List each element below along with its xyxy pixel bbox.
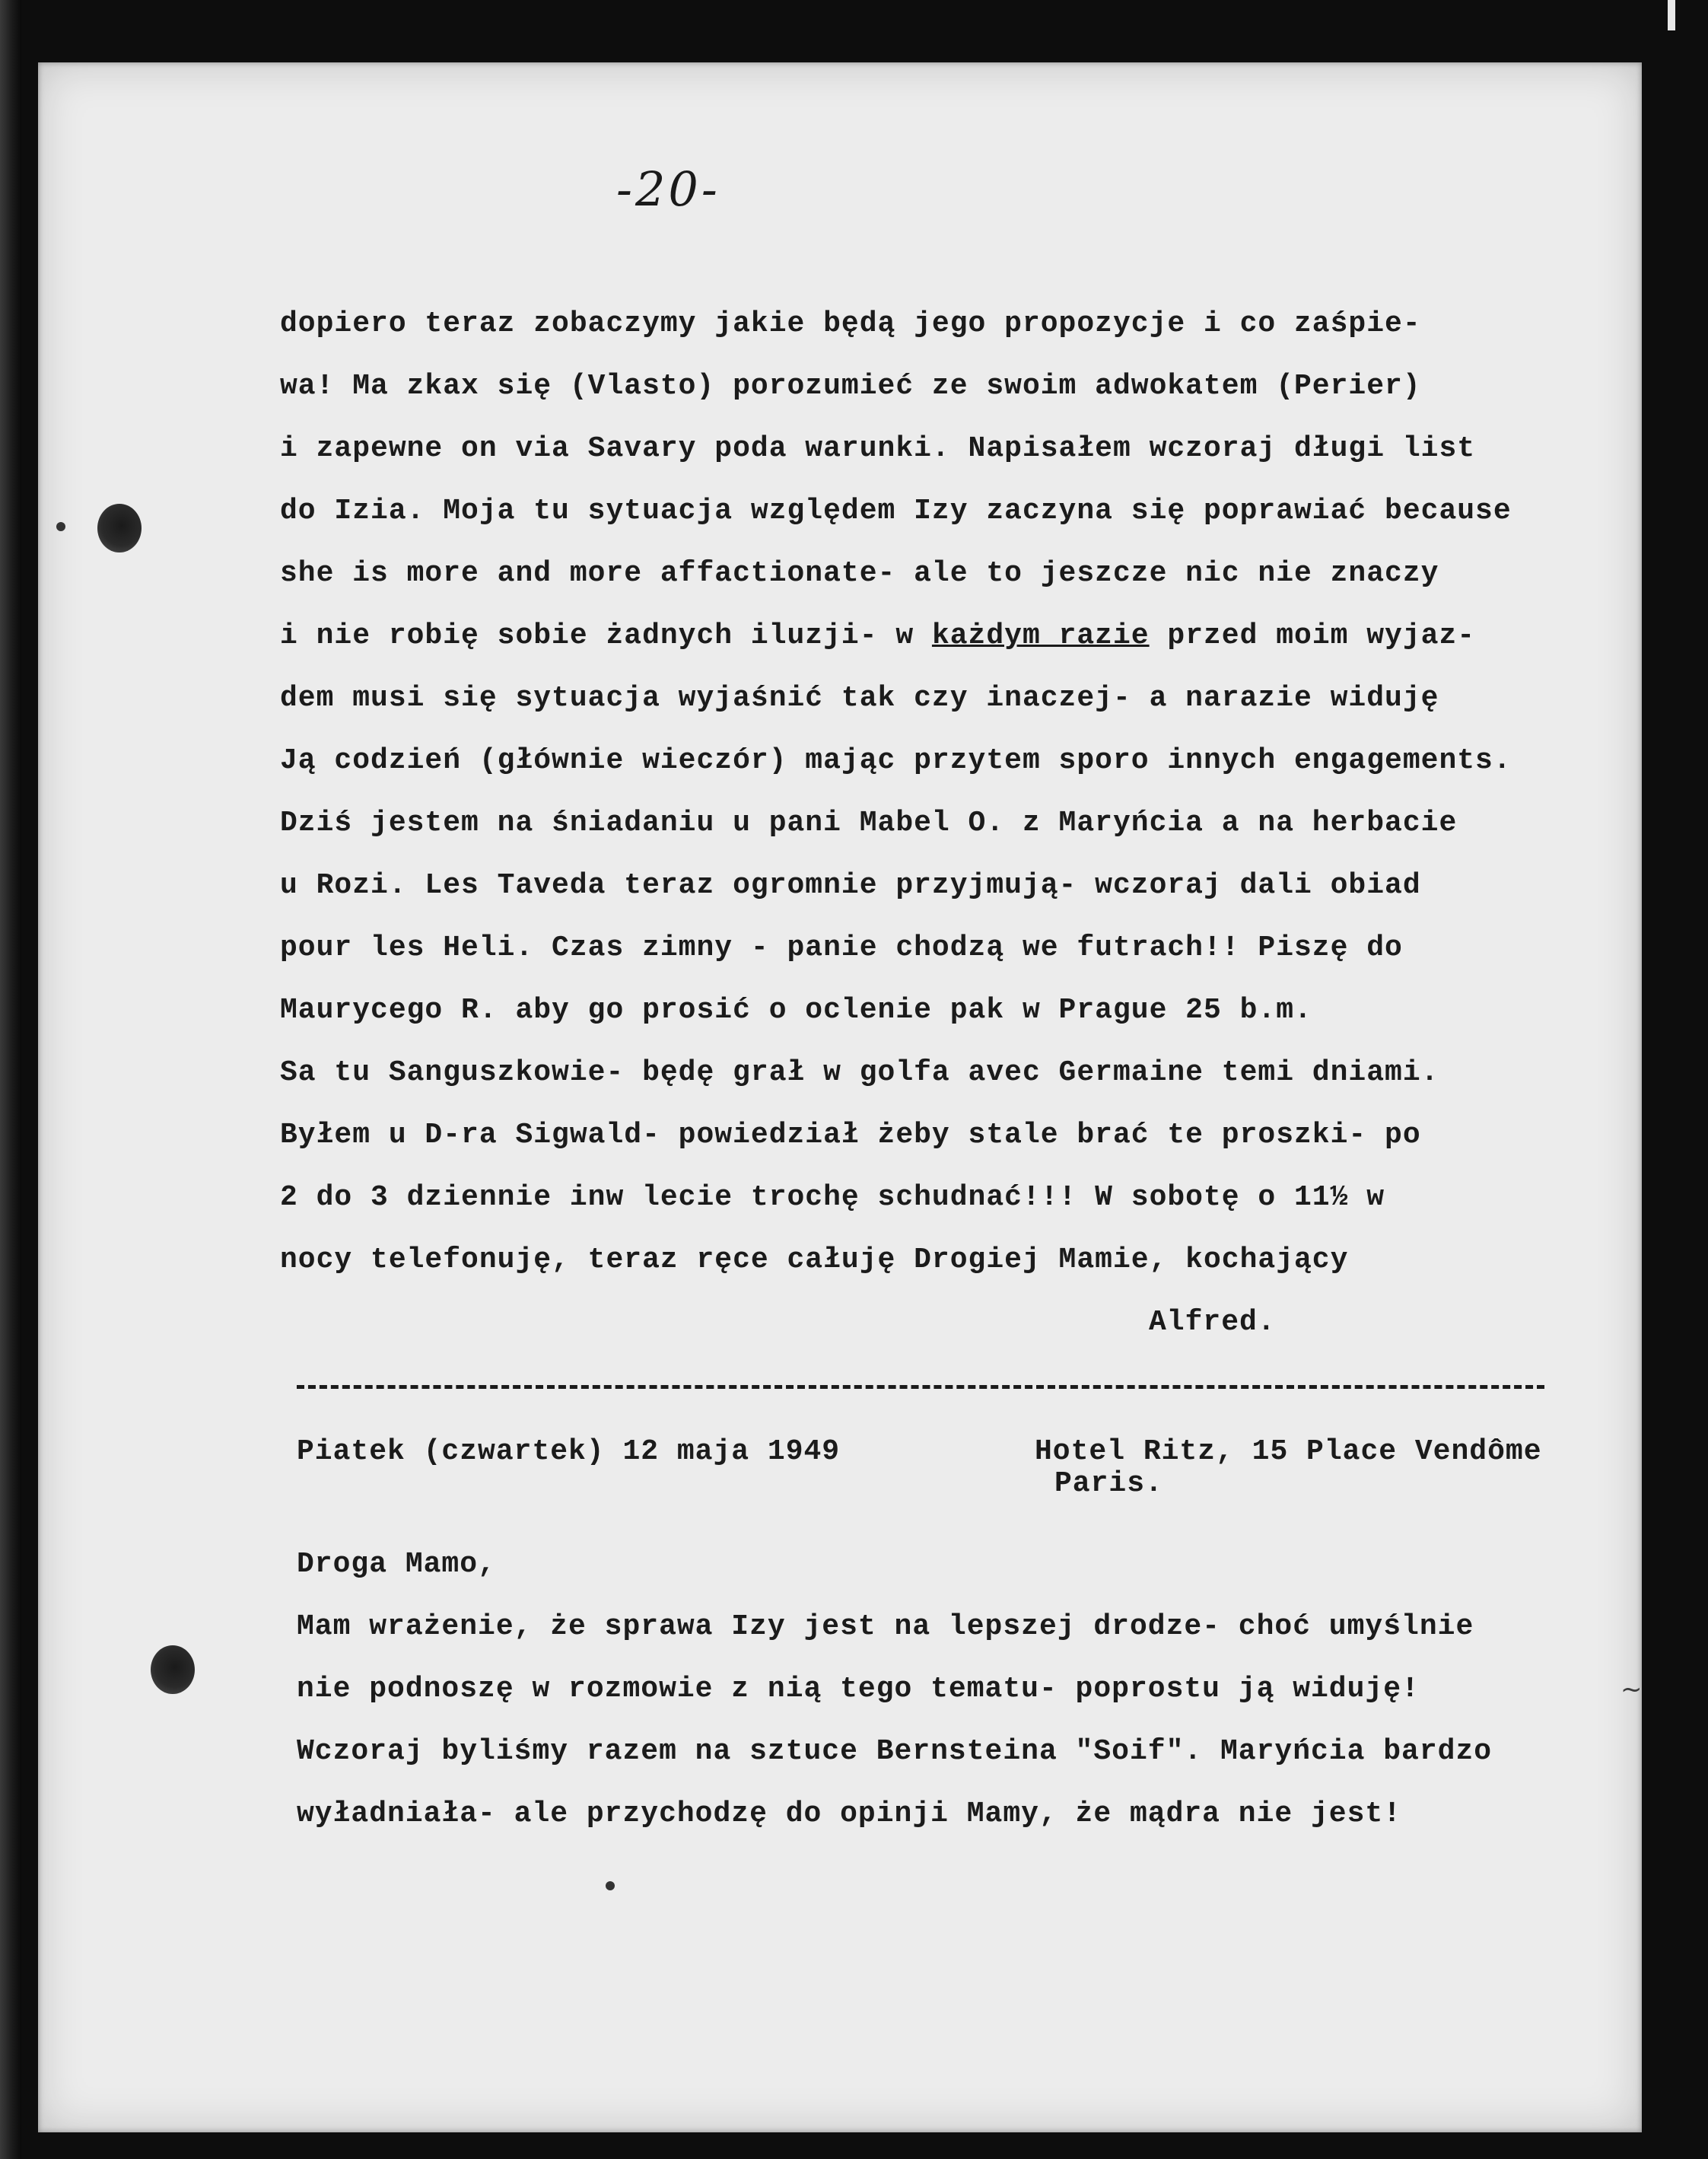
letter1-line-4: do Izia. Moja tu sytuacja względem Izy zaczyna się poprawiać because [280,495,1512,527]
letter1-line-15: 2 do 3 dziennie inw lecie trochę schudnać!!! W sobotę o 11½ w [280,1181,1385,1214]
document-page [38,62,1642,2132]
letter1-line-3: i zapewne on via Savary poda warunki. Napisałem wczoraj długi list [280,432,1476,465]
letter2-line-3: Wczoraj byliśmy razem na sztuce Bernsteina "Soif". Maryńcia bardzo [297,1735,1493,1768]
line6-after: przed moim wyjaz- [1149,619,1476,652]
page-number: -20- [616,161,720,217]
letter1-line-11: pour les Heli. Czas zimny - panie chodzą we futrach!! Piszę do [280,931,1403,964]
letter1-line-1: dopiero teraz zobaczymy jakie będą jego propozycje i co zaśpie- [280,307,1421,340]
film-edge [0,0,21,2159]
letter2-date: Piatek (czwartek) 12 maja 1949 [297,1435,841,1468]
letter1-line-8: Ją codzień (głównie wieczór) mając przytem sporo innych engagements. [280,744,1512,777]
letter2-line-2: nie podnoszę w rozmowie z nią tego tematu- poprostu ją widuję! [297,1673,1420,1705]
letter1-line-6 [280,619,1475,652]
letter1-line-7: dem musi się sytuacja wyjaśnić tak czy inaczej- a narazie widuję [280,682,1439,715]
letter1-line-12: Maurycego R. aby go prosić o oclenie pak w Prague 25 b.m. [280,994,1312,1027]
hotel-city: Paris. [1054,1467,1163,1500]
margin-dot [56,522,65,531]
film-edge-mark [1668,0,1675,30]
letter1-line-9: Dziś jestem na śniadaniu u pani Mabel O. z Maryńcia a na herbacie [280,807,1458,839]
underlined-phrase: każdym razie [931,619,1150,652]
hotel-address: Hotel Ritz, 15 Place Vendôme [1035,1435,1542,1468]
punch-hole-top [97,504,142,552]
signature: Alfred. [1149,1306,1276,1339]
letter2-line-1: Mam wrażenie, że sprawa Izy jest na lepszej drodze- choć umyślnie [297,1610,1474,1643]
letter2-greeting: Droga Mamo, [297,1548,496,1581]
pencil-mark: ~ [1621,1674,1642,1705]
punch-hole-bottom [151,1645,195,1694]
letter1-line-14: Byłem u D-ra Sigwald- powiedział żeby stale brać te proszki- po [280,1119,1421,1151]
dashed-separator [297,1385,1544,1389]
letter1-line-16: nocy telefonuję, teraz ręce całuję Drogiej Mamie, kochający [280,1243,1349,1276]
letter1-line-2: wa! Ma zkax się (Vlasto) porozumieć ze swoim adwokatem (Perier) [280,370,1421,403]
letter2-line-4: wyładniała- ale przychodzę do opinji Mamy, że mądra nie jest! [297,1798,1402,1830]
letter1-line-13: Sa tu Sanguszkowie- będę grał w golfa avec Germaine temi dniami. [280,1056,1439,1089]
letter1-line-5: she is more and more affactionate- ale to jeszcze nic nie znaczy [280,557,1439,590]
ink-dot [606,1881,615,1890]
letter1-line-10: u Rozi. Les Taveda teraz ogromnie przyjmują- wczoraj dali obiad [280,869,1421,902]
line6-before: i nie robię sobie żadnych iluzji- w [280,619,932,652]
